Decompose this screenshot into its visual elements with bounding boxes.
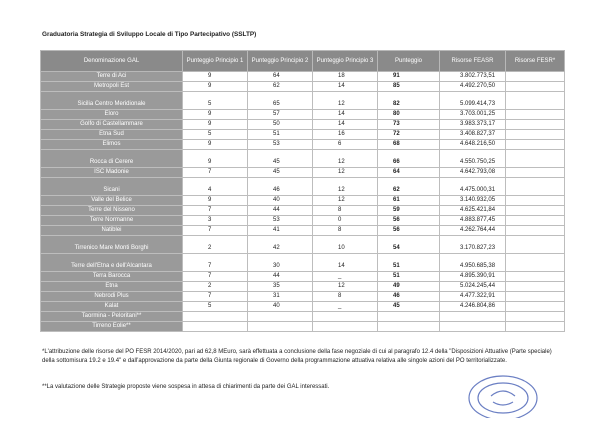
feasr-cell: 4.492.270,50	[440, 82, 506, 92]
fesr-cell	[506, 216, 565, 226]
principle-2-cell: 45	[248, 150, 313, 168]
fesr-cell	[506, 120, 565, 130]
fesr-cell	[506, 72, 565, 82]
principle-1-cell: 9	[183, 110, 248, 120]
header-principle-2: Punteggio Principio 2	[248, 51, 313, 72]
gal-name-cell: Eloro	[41, 110, 183, 120]
principle-3-cell: 6	[313, 140, 378, 150]
principle-2-cell: 57	[248, 110, 313, 120]
fesr-cell	[506, 322, 565, 332]
feasr-cell: 4.477.322,91	[440, 292, 506, 302]
ranking-table	[40, 50, 565, 332]
principle-2-cell: 44	[248, 272, 313, 282]
principle-1-cell: 5	[183, 92, 248, 110]
principle-1-cell: 7	[183, 168, 248, 178]
fesr-cell	[506, 150, 565, 168]
principle-2-cell: 30	[248, 254, 313, 272]
fesr-cell	[506, 272, 565, 282]
principle-3-cell: 12	[313, 282, 378, 292]
score-cell: 72	[378, 130, 440, 140]
header-score: Punteggio	[378, 51, 440, 72]
table-row	[41, 226, 565, 236]
principle-3-cell: _	[313, 302, 378, 312]
gal-name-cell: Terre di Aci	[41, 72, 183, 82]
gal-name-cell: Natiblei	[41, 226, 183, 236]
table-row	[41, 120, 565, 130]
principle-2-cell: 45	[248, 168, 313, 178]
feasr-cell: 4.950.685,38	[440, 254, 506, 272]
principle-2-cell: 31	[248, 292, 313, 302]
fesr-cell	[506, 130, 565, 140]
table-row	[41, 216, 565, 226]
header-gal: Denominazione GAL	[41, 51, 183, 72]
principle-2-cell: 41	[248, 226, 313, 236]
table-row	[41, 72, 565, 82]
gal-name-cell: Metropoli Est	[41, 82, 183, 92]
score-cell	[378, 322, 440, 332]
fesr-cell	[506, 282, 565, 292]
principle-2-cell: 40	[248, 196, 313, 206]
principle-3-cell	[313, 312, 378, 322]
table-row	[41, 236, 565, 254]
score-cell: 85	[378, 82, 440, 92]
table-row	[41, 168, 565, 178]
principle-3-cell	[313, 322, 378, 332]
principle-1-cell	[183, 312, 248, 322]
principle-3-cell: 16	[313, 130, 378, 140]
principle-1-cell: 9	[183, 72, 248, 82]
fesr-cell	[506, 254, 565, 272]
principle-3-cell: 8	[313, 226, 378, 236]
principle-2-cell: 62	[248, 82, 313, 92]
table-row	[41, 272, 565, 282]
gal-name-cell: Terre dell'Etna e dell'Alcantara	[41, 254, 183, 272]
gal-name-cell: ISC Madonie	[41, 168, 183, 178]
feasr-cell: 3.983.373,17	[440, 120, 506, 130]
table-row	[41, 130, 565, 140]
header-feasr: Risorse FEASR	[440, 51, 506, 72]
principle-2-cell: 53	[248, 216, 313, 226]
feasr-cell: 4.883.877,45	[440, 216, 506, 226]
gal-name-cell: Tirrenico Mare Monti Borghi	[41, 236, 183, 254]
fesr-cell	[506, 110, 565, 120]
feasr-cell: 4.475.000,31	[440, 178, 506, 196]
feasr-cell: 3.140.932,05	[440, 196, 506, 206]
table-row	[41, 110, 565, 120]
feasr-cell: 4.262.764,44	[440, 226, 506, 236]
official-stamp-icon	[463, 374, 543, 418]
principle-1-cell: 5	[183, 130, 248, 140]
feasr-cell: 3.170.827,23	[440, 236, 506, 254]
principle-1-cell: 7	[183, 226, 248, 236]
principle-1-cell: 7	[183, 292, 248, 302]
principle-1-cell: 9	[183, 82, 248, 92]
fesr-cell	[506, 92, 565, 110]
principle-2-cell: 50	[248, 120, 313, 130]
fesr-cell	[506, 226, 565, 236]
principle-2-cell	[248, 312, 313, 322]
score-cell: 82	[378, 92, 440, 110]
fesr-cell	[506, 302, 565, 312]
table-row	[41, 292, 565, 302]
gal-name-cell: Rocca di Cerere	[41, 150, 183, 168]
gal-name-cell: Terra Barocca	[41, 272, 183, 282]
principle-1-cell: 7	[183, 254, 248, 272]
gal-name-cell: Taormina - Peloritani**	[41, 312, 183, 322]
fesr-cell	[506, 236, 565, 254]
table-row	[41, 302, 565, 312]
feasr-cell: 4.648.216,50	[440, 140, 506, 150]
principle-1-cell: 4	[183, 178, 248, 196]
document-title: Graduatoria Strategia di Sviluppo Locale di Tipo Partecipativo (SSLTP)	[42, 31, 257, 38]
table-row	[41, 140, 565, 150]
score-cell: 46	[378, 292, 440, 302]
score-cell	[378, 312, 440, 322]
fesr-cell	[506, 292, 565, 302]
score-cell: 91	[378, 72, 440, 82]
feasr-cell: 3.408.827,37	[440, 130, 506, 140]
header-principle-3: Punteggio Principio 3	[313, 51, 378, 72]
table-row	[41, 254, 565, 272]
principle-1-cell	[183, 322, 248, 332]
score-cell: 80	[378, 110, 440, 120]
principle-1-cell: 9	[183, 120, 248, 130]
feasr-cell: 4.246.804,86	[440, 302, 506, 312]
score-cell: 54	[378, 236, 440, 254]
feasr-cell: 4.642.793,08	[440, 168, 506, 178]
gal-name-cell: Tirreno Eolie**	[41, 322, 183, 332]
principle-3-cell: 14	[313, 254, 378, 272]
principle-2-cell: 51	[248, 130, 313, 140]
table-row	[41, 196, 565, 206]
principle-1-cell: 7	[183, 272, 248, 282]
principle-3-cell: 14	[313, 82, 378, 92]
feasr-cell: 4.625.421,84	[440, 206, 506, 216]
principle-2-cell: 44	[248, 206, 313, 216]
table-row	[41, 150, 565, 168]
score-cell: 56	[378, 216, 440, 226]
gal-name-cell: Terre Normanne	[41, 216, 183, 226]
feasr-cell: 4.895.390,91	[440, 272, 506, 282]
principle-3-cell: 18	[313, 72, 378, 82]
header-principle-1: Punteggio Principio 1	[183, 51, 248, 72]
principle-3-cell: 14	[313, 120, 378, 130]
feasr-cell: 3.703.001,25	[440, 110, 506, 120]
score-cell: 51	[378, 272, 440, 282]
score-cell: 64	[378, 168, 440, 178]
principle-1-cell: 9	[183, 150, 248, 168]
fesr-cell	[506, 82, 565, 92]
gal-name-cell: Nebrodi Plus	[41, 292, 183, 302]
principle-3-cell: 12	[313, 196, 378, 206]
principle-1-cell: 7	[183, 206, 248, 216]
gal-name-cell: Sicilia Centro Meridionale	[41, 92, 183, 110]
principle-1-cell: 5	[183, 302, 248, 312]
table-row	[41, 82, 565, 92]
principle-2-cell: 46	[248, 178, 313, 196]
gal-name-cell: Terre del Nisseno	[41, 206, 183, 216]
table-body	[41, 72, 565, 332]
principle-3-cell: 10	[313, 236, 378, 254]
feasr-cell	[440, 322, 506, 332]
gal-name-cell: Etna Sud	[41, 130, 183, 140]
score-cell: 59	[378, 206, 440, 216]
principle-1-cell: 2	[183, 282, 248, 292]
principle-2-cell: 35	[248, 282, 313, 292]
principle-1-cell: 9	[183, 196, 248, 206]
principle-3-cell: 8	[313, 292, 378, 302]
fesr-cell	[506, 140, 565, 150]
footnote-suspended: **La valutazione delle Strategie proposte viene sospesa in attesa di chiarimenti da parte dei GAL interessati.	[42, 384, 330, 390]
feasr-cell	[440, 312, 506, 322]
score-cell: 68	[378, 140, 440, 150]
principle-2-cell: 42	[248, 236, 313, 254]
principle-3-cell: _	[313, 272, 378, 282]
score-cell: 45	[378, 302, 440, 312]
score-cell: 62	[378, 178, 440, 196]
table-header-row	[41, 51, 565, 72]
fesr-cell	[506, 196, 565, 206]
gal-name-cell: Valle del Belice	[41, 196, 183, 206]
principle-2-cell	[248, 322, 313, 332]
table-row	[41, 282, 565, 292]
fesr-cell	[506, 168, 565, 178]
principle-3-cell: 12	[313, 168, 378, 178]
principle-2-cell: 40	[248, 302, 313, 312]
principle-1-cell: 2	[183, 236, 248, 254]
principle-2-cell: 65	[248, 92, 313, 110]
table-row	[41, 322, 565, 332]
principle-3-cell: 12	[313, 178, 378, 196]
table-row	[41, 178, 565, 196]
principle-3-cell: 12	[313, 150, 378, 168]
principle-3-cell: 0	[313, 216, 378, 226]
gal-name-cell: Etna	[41, 282, 183, 292]
principle-1-cell: 3	[183, 216, 248, 226]
principle-3-cell: 12	[313, 92, 378, 110]
gal-name-cell: Elimos	[41, 140, 183, 150]
footnote-fesr: *L'attribuzione delle risorse del PO FESR 2014/2020, pari ad 62,8 MEuro, sarà effettuata a conclusione della fase negoziale di cui al paragrafo 12.4 della "Disposizioni Attuative (Parte speciale) della sottomisura 19.2 e 19.4" e dall'approvazione da parte della Giunta regionale di Governo della programmazione attuativa relativa alle singole azioni del PO territorializzate.	[42, 349, 552, 364]
feasr-cell: 4.550.750,25	[440, 150, 506, 168]
table-row	[41, 312, 565, 322]
feasr-cell: 5.099.414,73	[440, 92, 506, 110]
score-cell: 73	[378, 120, 440, 130]
score-cell: 56	[378, 226, 440, 236]
principle-3-cell: 8	[313, 206, 378, 216]
table-row	[41, 92, 565, 110]
fesr-cell	[506, 178, 565, 196]
feasr-cell: 3.802.773,51	[440, 72, 506, 82]
gal-name-cell: Kalat	[41, 302, 183, 312]
principle-2-cell: 53	[248, 140, 313, 150]
gal-name-cell: Sicani	[41, 178, 183, 196]
fesr-cell	[506, 206, 565, 216]
score-cell: 61	[378, 196, 440, 206]
fesr-cell	[506, 312, 565, 322]
score-cell: 49	[378, 282, 440, 292]
principle-3-cell: 14	[313, 110, 378, 120]
header-fesr: Risorse FESR*	[506, 51, 565, 72]
score-cell: 66	[378, 150, 440, 168]
principle-2-cell: 64	[248, 72, 313, 82]
principle-1-cell: 9	[183, 140, 248, 150]
feasr-cell: 5.024.245,44	[440, 282, 506, 292]
gal-name-cell: Golfo di Castellammare	[41, 120, 183, 130]
table-row	[41, 206, 565, 216]
score-cell: 51	[378, 254, 440, 272]
